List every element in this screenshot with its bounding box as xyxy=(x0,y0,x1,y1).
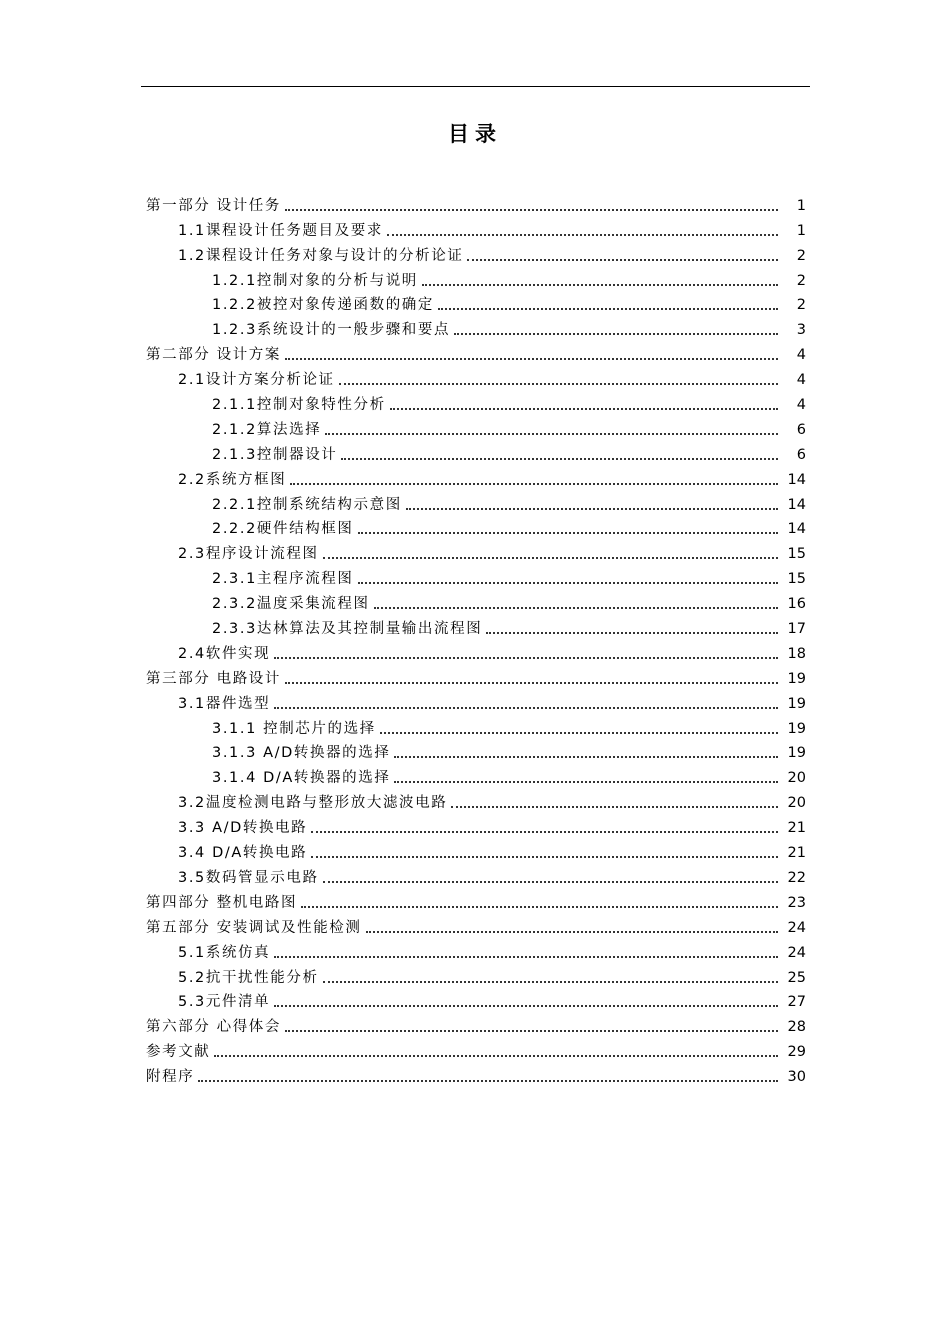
toc-entry[interactable] xyxy=(146,414,806,439)
toc-entry[interactable] xyxy=(146,937,806,962)
toc-entry[interactable] xyxy=(146,538,806,563)
toc-entry-label: 2.2.1控制系统结构示意图 xyxy=(212,496,402,513)
toc-dot-leader xyxy=(274,995,778,1007)
toc-page-number: 23 xyxy=(787,894,806,911)
toc-entry-label: 5.3元件清单 xyxy=(178,994,271,1011)
toc-entry-label: 2.2系统方框图 xyxy=(178,471,287,488)
toc-dot-leader xyxy=(274,647,778,659)
toc-entry-label: 1.2课程设计任务对象与设计的分析论证 xyxy=(178,247,464,264)
toc-entry[interactable] xyxy=(146,464,806,489)
toc-entry-label: 参考文献 xyxy=(146,1044,211,1061)
toc-page-number: 24 xyxy=(787,944,806,961)
toc-entry-label: 3.1器件选型 xyxy=(178,695,271,712)
toc-entry-label: 2.3程序设计流程图 xyxy=(178,546,319,563)
toc-entry[interactable] xyxy=(146,688,806,713)
toc-entry[interactable] xyxy=(146,489,806,514)
toc-page-number: 21 xyxy=(787,820,806,837)
table-of-contents xyxy=(146,190,806,1086)
toc-entry-label: 1.2.2被控对象传递函数的确定 xyxy=(212,297,434,314)
toc-entry[interactable] xyxy=(146,812,806,837)
toc-page-number: 28 xyxy=(787,1019,806,1036)
toc-page-number: 2 xyxy=(796,297,806,314)
toc-page-number: 29 xyxy=(787,1044,806,1061)
toc-dot-leader xyxy=(323,971,778,983)
toc-dot-leader xyxy=(198,1070,778,1082)
toc-dot-leader xyxy=(454,323,778,335)
toc-entry-label: 3.3 A/D转换电路 xyxy=(178,820,308,837)
toc-page-number: 20 xyxy=(787,795,806,812)
toc-dot-leader xyxy=(467,249,778,261)
toc-dot-leader xyxy=(374,597,778,609)
toc-page-number: 19 xyxy=(787,745,806,762)
toc-entry-label: 2.1.1控制对象特性分析 xyxy=(212,397,386,414)
toc-dot-leader xyxy=(311,821,778,833)
toc-page-number: 30 xyxy=(787,1069,806,1086)
toc-page-number: 4 xyxy=(796,347,806,364)
toc-dot-leader xyxy=(341,448,778,460)
toc-page-number: 27 xyxy=(787,994,806,1011)
toc-entry-label: 3.1.3 A/D转换器的选择 xyxy=(212,745,391,762)
toc-entry[interactable] xyxy=(146,290,806,315)
toc-dot-leader xyxy=(285,199,778,211)
toc-dot-leader xyxy=(486,622,778,634)
toc-entry-label: 1.1课程设计任务题目及要求 xyxy=(178,222,383,239)
toc-page-number: 20 xyxy=(787,770,806,787)
toc-dot-leader xyxy=(214,1045,778,1057)
toc-entry-label: 2.4软件实现 xyxy=(178,645,271,662)
toc-entry[interactable] xyxy=(146,563,806,588)
toc-entry-label: 1.2.1控制对象的分析与说明 xyxy=(212,272,418,289)
toc-entry[interactable] xyxy=(146,663,806,688)
toc-entry-label: 2.2.2硬件结构框图 xyxy=(212,521,354,538)
toc-dot-leader xyxy=(325,423,778,435)
toc-entry[interactable] xyxy=(146,389,806,414)
toc-entry-label: 5.1系统仿真 xyxy=(178,944,271,961)
toc-entry-label: 第一部分 设计任务 xyxy=(146,197,282,214)
toc-dot-leader xyxy=(323,871,778,883)
toc-entry[interactable] xyxy=(146,1061,806,1086)
toc-entry[interactable] xyxy=(146,1011,806,1036)
toc-entry[interactable] xyxy=(146,265,806,290)
toc-page-number: 25 xyxy=(787,969,806,986)
toc-page-number: 2 xyxy=(796,247,806,264)
toc-entry-label: 第五部分 安装调试及性能检测 xyxy=(146,919,362,936)
toc-page-number: 18 xyxy=(787,645,806,662)
toc-dot-leader xyxy=(451,796,778,808)
toc-page-number: 1 xyxy=(796,197,806,214)
toc-page-number: 15 xyxy=(787,546,806,563)
toc-dot-leader xyxy=(285,348,778,360)
toc-entry[interactable] xyxy=(146,240,806,265)
toc-entry-label: 5.2抗干扰性能分析 xyxy=(178,969,319,986)
toc-entry[interactable] xyxy=(146,787,806,812)
toc-dot-leader xyxy=(380,722,778,734)
toc-entry[interactable] xyxy=(146,862,806,887)
toc-entry[interactable] xyxy=(146,314,806,339)
toc-page-number: 3 xyxy=(796,322,806,339)
toc-entry-label: 2.3.1主程序流程图 xyxy=(212,571,354,588)
toc-page-number: 15 xyxy=(787,571,806,588)
toc-entry-label: 3.1.4 D/A转换器的选择 xyxy=(212,770,391,787)
toc-dot-leader xyxy=(406,498,778,510)
toc-dot-leader xyxy=(422,274,778,286)
toc-page-number: 4 xyxy=(796,372,806,389)
toc-entry[interactable] xyxy=(146,364,806,389)
toc-entry-label: 2.1.2算法选择 xyxy=(212,421,322,438)
toc-page-number: 6 xyxy=(796,421,806,438)
header-rule xyxy=(141,86,810,87)
toc-page-number: 14 xyxy=(787,521,806,538)
toc-dot-leader xyxy=(390,398,778,410)
toc-page-number: 4 xyxy=(796,397,806,414)
toc-dot-leader xyxy=(311,846,778,858)
toc-dot-leader xyxy=(339,373,778,385)
toc-dot-leader xyxy=(358,522,779,534)
toc-entry[interactable] xyxy=(146,1036,806,1061)
toc-dot-leader xyxy=(387,224,778,236)
toc-entry[interactable] xyxy=(146,215,806,240)
toc-entry[interactable] xyxy=(146,738,806,763)
toc-page-number: 14 xyxy=(787,471,806,488)
toc-entry-label: 3.2温度检测电路与整形放大滤波电路 xyxy=(178,795,448,812)
toc-page-number: 6 xyxy=(796,446,806,463)
toc-entry[interactable] xyxy=(146,762,806,787)
toc-entry[interactable] xyxy=(146,713,806,738)
toc-page-number: 19 xyxy=(787,670,806,687)
toc-entry[interactable] xyxy=(146,439,806,464)
toc-entry-label: 3.4 D/A转换电路 xyxy=(178,845,308,862)
toc-dot-leader xyxy=(438,298,778,310)
toc-entry-label: 第二部分 设计方案 xyxy=(146,347,282,364)
toc-entry[interactable] xyxy=(146,514,806,539)
toc-dot-leader xyxy=(285,672,778,684)
toc-page-number: 14 xyxy=(787,496,806,513)
toc-entry-label: 第六部分 心得体会 xyxy=(146,1019,282,1036)
toc-entry-label: 附程序 xyxy=(146,1069,195,1086)
toc-entry-label: 3.5数码管显示电路 xyxy=(178,869,319,886)
toc-dot-leader xyxy=(394,771,778,783)
toc-entry-label: 3.1.1 控制芯片的选择 xyxy=(212,720,376,737)
toc-entry-label: 1.2.3系统设计的一般步骤和要点 xyxy=(212,322,451,339)
toc-dot-leader xyxy=(290,473,778,485)
toc-page-number: 24 xyxy=(787,919,806,936)
toc-entry[interactable] xyxy=(146,339,806,364)
toc-entry-label: 第三部分 电路设计 xyxy=(146,670,282,687)
toc-dot-leader xyxy=(274,946,778,958)
toc-entry-label: 2.3.3达林算法及其控制量输出流程图 xyxy=(212,621,483,638)
toc-entry-label: 2.3.2温度采集流程图 xyxy=(212,596,370,613)
toc-entry[interactable] xyxy=(146,613,806,638)
toc-entry[interactable] xyxy=(146,837,806,862)
toc-dot-leader xyxy=(285,1020,778,1032)
toc-entry-label: 第四部分 整机电路图 xyxy=(146,894,298,911)
toc-entry[interactable] xyxy=(146,190,806,215)
toc-page-number: 1 xyxy=(796,222,806,239)
toc-page-number: 21 xyxy=(787,845,806,862)
toc-dot-leader xyxy=(366,921,778,933)
toc-entry[interactable] xyxy=(146,987,806,1012)
toc-page-number: 19 xyxy=(787,695,806,712)
page-title: 目录 xyxy=(448,122,502,146)
toc-page-number: 16 xyxy=(787,596,806,613)
toc-entry[interactable] xyxy=(146,962,806,987)
toc-dot-leader xyxy=(323,547,778,559)
toc-page-number: 17 xyxy=(787,621,806,638)
toc-entry[interactable] xyxy=(146,912,806,937)
toc-entry[interactable] xyxy=(146,638,806,663)
toc-dot-leader xyxy=(274,697,778,709)
toc-dot-leader xyxy=(358,572,779,584)
toc-page-number: 22 xyxy=(787,869,806,886)
toc-dot-leader xyxy=(301,896,778,908)
toc-entry-label: 2.1.3控制器设计 xyxy=(212,446,338,463)
toc-page-number: 2 xyxy=(796,272,806,289)
toc-entry[interactable] xyxy=(146,588,806,613)
toc-entry[interactable] xyxy=(146,887,806,912)
toc-entry-label: 2.1设计方案分析论证 xyxy=(178,372,335,389)
toc-dot-leader xyxy=(394,746,778,758)
toc-page-number: 19 xyxy=(787,720,806,737)
